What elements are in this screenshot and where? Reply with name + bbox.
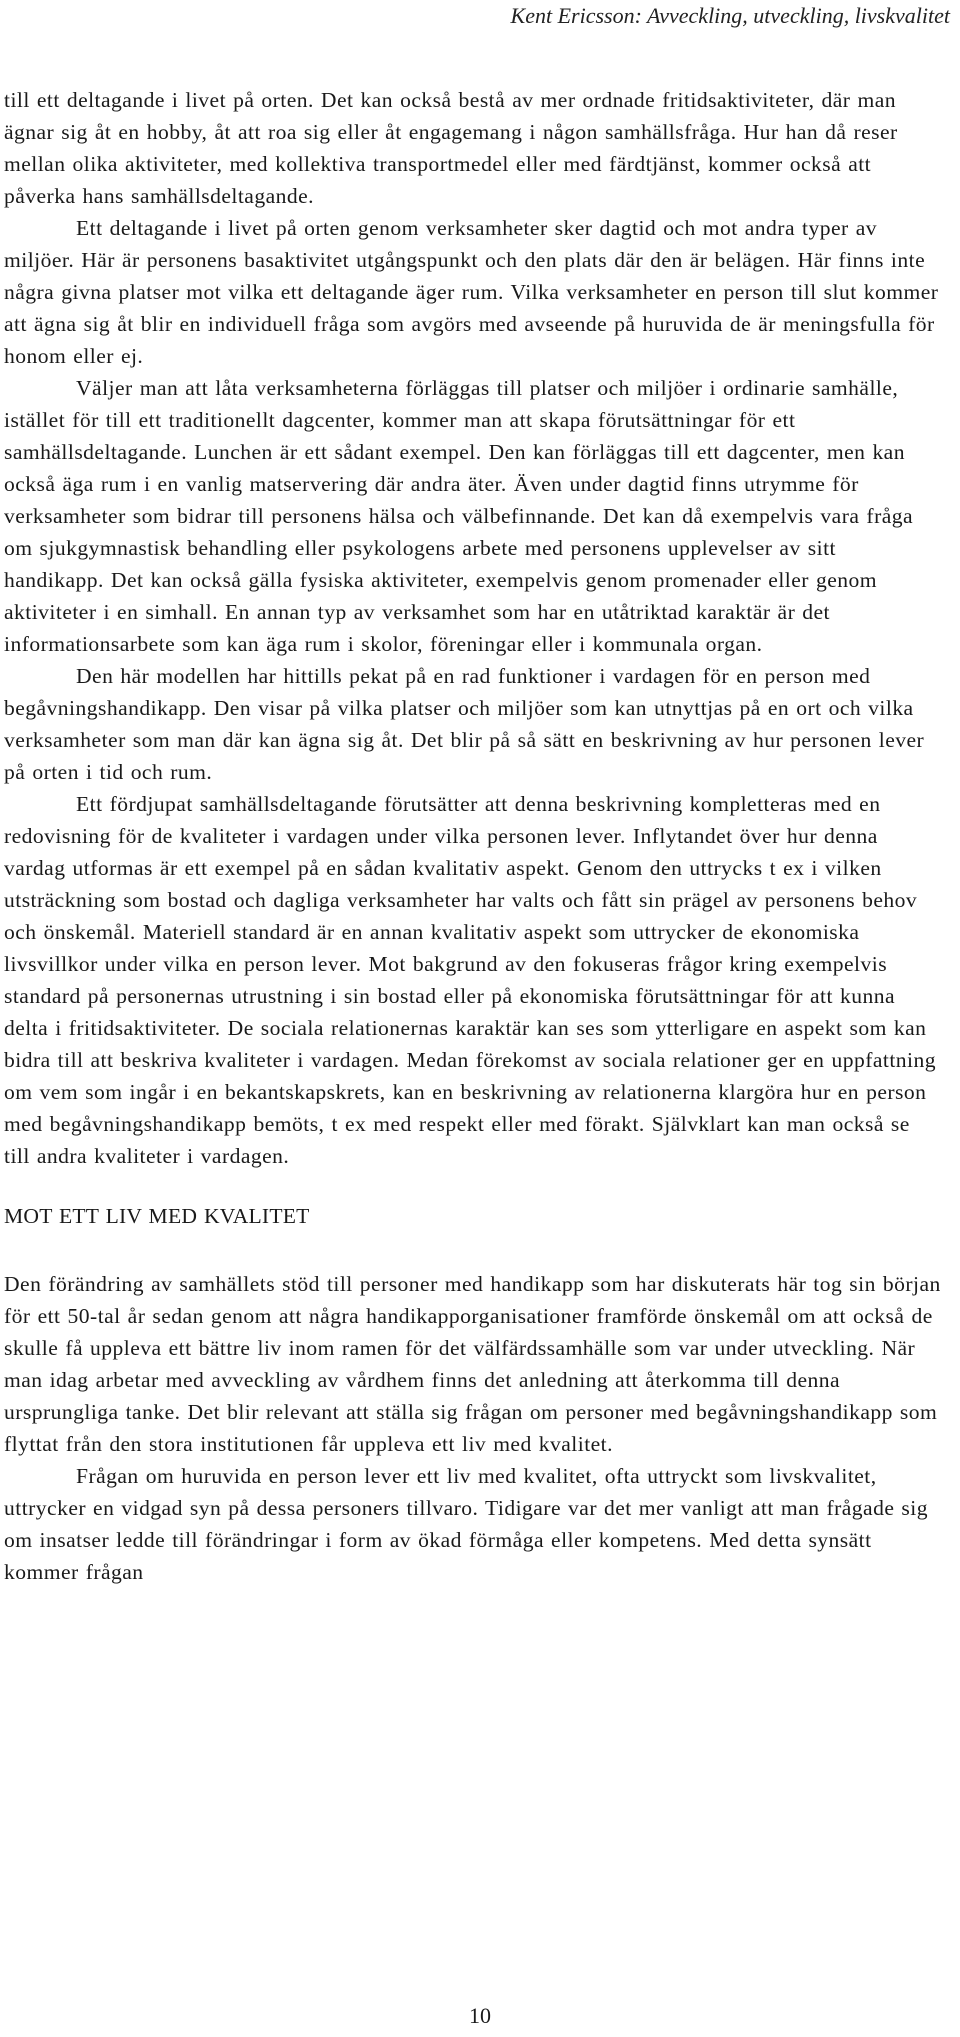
section-paragraph-2: Frågan om huruvida en person lever ett liv med kvalitet, ofta uttryckt som livskvalitet, uttrycker en vidgad syn på dessa personers tillvaro. Tidigare var det mer vanligt att man frågade sig om insatser ledde till förändringar i form av ökad förmåga eller kompetens. Med detta synsätt kommer frågan (4, 1464, 928, 1584)
paragraph-2: Ett deltagande i livet på orten genom verksamheter sker dagtid och mot andra typer av miljöer. Här är personens basaktivitet utgångspunkt och den plats där den är belägen. Här finns inte några givna platser mot vilka ett deltagande äger rum. Vilka verksamheter en person till slut kommer att ägna sig åt blir en individuell fråga som avgörs med avseende på huruvida de är meningsfulla för honom eller ej. (4, 216, 939, 368)
paragraph-1: till ett deltagande i livet på orten. Det kan också bestå av mer ordnade fritidsaktiviteter, där man ägnar sig åt en hobby, åt att roa sig eller åt engagemang i någon samhällsfråga. Hur han då reser mellan olika aktiviteter, med kollektiva transportmedel eller med färdtjänst, kommer också att påverka hans samhällsdeltagande. (4, 88, 898, 208)
page-number: 10 (469, 2003, 491, 2028)
running-head-title: Kent Ericsson: Avveckling, utveckling, livskvalitet (510, 3, 950, 28)
section-heading: MOT ETT LIV MED KVALITET (4, 1204, 310, 1228)
paragraph-3: Väljer man att låta verksamheterna förläggas till platser och miljöer i ordinarie samhälle, istället för till ett traditionellt dagcenter, kommer man att skapa förutsättningar för ett samhällsdeltagande. Lunchen är ett sådant exempel. Den kan förläggas till ett dagcenter, men kan också äga rum i en vanlig matservering där andra äter. Även under dagtid finns utrymme för verksamheter som bidrar till personens hälsa och välbefinnande. Det kan då exempelvis vara fråga om sjukgymnastisk behandling eller psykologens arbete med personens upplevelser av sitt handikapp. Det kan också gälla fysiska aktiviteter, exempelvis genom promenader eller genom aktiviteter i en simhall. En annan typ av verksamhet som har en utåtriktad karaktär är det informationsarbete som kan äga rum i skolor, föreningar eller i kommunala organ. (4, 376, 914, 656)
section-paragraph-1: Den förändring av samhällets stöd till personer med handikapp som har diskuterats här tog sin början för ett 50-tal år sedan genom att några handikapporganisationer framförde önskemål om att också de skulle få uppleva ett bättre liv inom ramen för det välfärdssamhälle som var under utveckling. När man idag arbetar med avveckling av vårdhem finns det anledning att återkomma till denna ursprungliga tanke. Det blir relevant att ställa sig frågan om personer med begåvningshandikapp som flyttat från den stora institutionen får uppleva ett liv med kvalitet. (4, 1272, 941, 1456)
paragraph-5: Ett fördjupat samhällsdeltagande förutsätter att denna beskrivning kompletteras med en redovisning för de kvaliteter i vardagen under vilka personen lever. Inflytandet över hur denna vardag utformas är ett exempel på en sådan kvalitativ aspekt. Genom den uttrycks t ex i vilken utsträckning som bostad och dagliga verksamheter har valts och fått sin prägel av personens behov och önskemål. Materiell standard är en annan kvalitativ aspekt som uttrycker de ekonomiska livsvillkor under vilka en person lever. Mot bakgrund av den fokuseras frågor kring exempelvis standard på personernas utrustning i sin bostad eller på ekonomiska förutsättningar för att kunna delta i fritidsaktiviteter. De sociala relationernas karaktär kan ses som ytterligare en aspekt som kan bidra till att beskriva kvaliteter i vardagen. Medan förekomst av sociala relationer ger en uppfattning om vem som ingår i en bekantskapskrets, kan en beskrivning av relationerna klargöra hur en person med begåvningshandikapp bemöts, t ex med respekt eller med förakt. Självklart kan man också se till andra kvaliteter i vardagen. (4, 792, 936, 1168)
page-body (4, 84, 942, 1588)
paragraph-4: Den här modellen har hittills pekat på en rad funktioner i vardagen för en person med begåvningshandikapp. Den visar på vilka platser och miljöer som kan utnyttjas på en ort och vilka verksamheter som man där kan ägna sig åt. Det blir på så sätt en beskrivning av hur personen lever på orten i tid och rum. (4, 664, 925, 784)
